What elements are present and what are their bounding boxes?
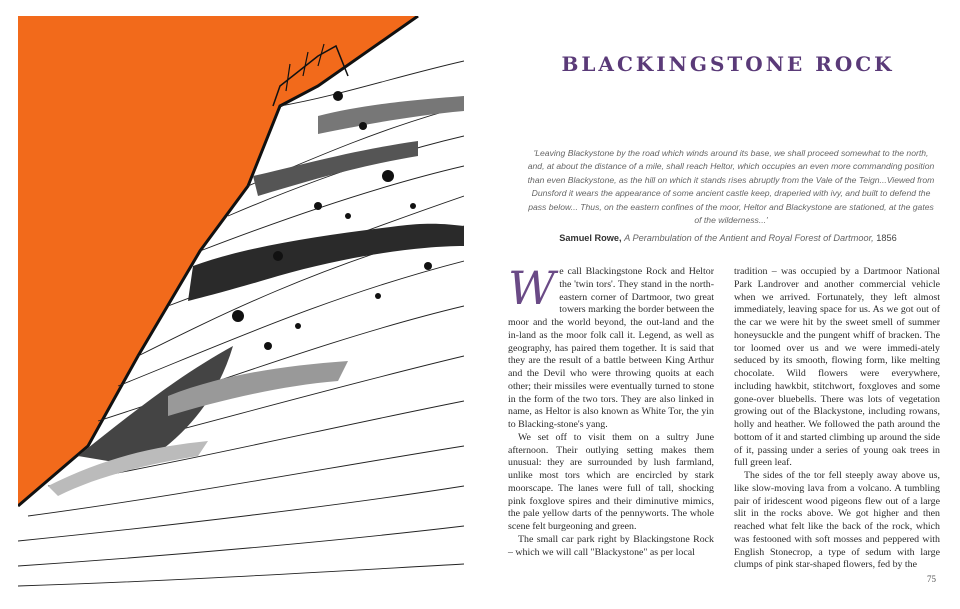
epigraph-attribution bbox=[518, 233, 938, 243]
paragraph: The small car park right by Blackingstone Rock – which we will call "Blackystone" as per local bbox=[508, 533, 714, 558]
attribution-year: 1856 bbox=[876, 233, 897, 243]
paragraph-text: e call Blackingstone Rock and Heltor the 'twin tors'. They stand in the north-eastern corner of Dartmoor, two great towers marking the border between the moor and the world beyond, the out-land and the in-land as the moor folk call it. Legend, as well as geography, has paired them together. It is said that they are the result of a battle between King Arthur and the Devil who were throwing quoits at each other; their missiles were eventually turned to stone in the form of the two tors. They are also linked in name, as Heltor is also known as White Tor, the yin to Blacking-stone's yang. bbox=[508, 266, 714, 430]
paragraph bbox=[508, 261, 714, 432]
paragraph: We set off to visit them on a sultry June afternoon. Their outlying setting makes them unusual: they are surrounded by lush farmland, unlike most tors which are encircled by stark moorscape. The lanes were full of tall, shocking pink foxglove spires and their diminutive mimics, the pale yellow darts of the pennyworts. The whole scene felt burgeoning and green. bbox=[508, 431, 714, 532]
rock-illustration bbox=[18, 16, 464, 593]
paragraph: tradition – was occupied by a Dartmoor National Park Landrover and another commercial vehicle when we arrived. Fortunately, they left almost immediately, leaving space for us. As we got out of the car we were hit by the sweet smell of summer honeysuckle and the pungent whiff of bracken. The tor loomed over us and we were immedi-ately seduced by its smooth, flowing form, like melting chocolate. Wild flowers were everywhere, including hawkbit, stitchwort, foxgloves and some gone-over bluebells. There was lots of vegetation growing out of the Blackystone, including rowans, holly and heather. We followed the path around the bottom of it and started climbing up around the side of it, passing under a series of young oak trees in full green leaf. bbox=[734, 266, 940, 469]
drop-cap: W bbox=[508, 261, 556, 315]
epigraph-quote: 'Leaving Blackystone by the road which winds around its base, we shall proceed somewhat to the north, and, at about the distance of a mile, shall reach Heltor, which occupies an even more commanding position than even Blackystone, as the hill on which it stands rises abruptly from the Vale of the Teign...Viewed from Dunsford it wears the appearance of some ancient castle keep, draperied with ivy, and built to defend the pass below... Thus, on the eastern confines of the moor, Heltor and Blackystone are stationed, at the gates of the wilderness...' bbox=[527, 148, 935, 226]
page-title: BLACKINGSTONE ROCK bbox=[561, 52, 895, 76]
attribution-author: Samuel Rowe, bbox=[559, 233, 622, 243]
text-column-1 bbox=[508, 261, 714, 559]
page-number: 75 bbox=[927, 574, 936, 584]
text-page bbox=[508, 0, 948, 609]
attribution-work: A Perambulation of the Antient and Royal Forest of Dartmoor, bbox=[624, 233, 874, 243]
text-column-2 bbox=[734, 266, 940, 572]
rock-drawing bbox=[18, 16, 464, 593]
paragraph: The sides of the tor fell steeply away above us, like slow-moving lava from a volcano. A tumbling pair of iridescent wood pigeons flew out of a large slit in the rocks above. We got higher and then reached what felt like the back of the rock, which was festooned with soft mosses and peppered with English Stonecrop, a type of sedum with large clumps of pink star-shaped flowers, fed by the bbox=[734, 470, 940, 571]
